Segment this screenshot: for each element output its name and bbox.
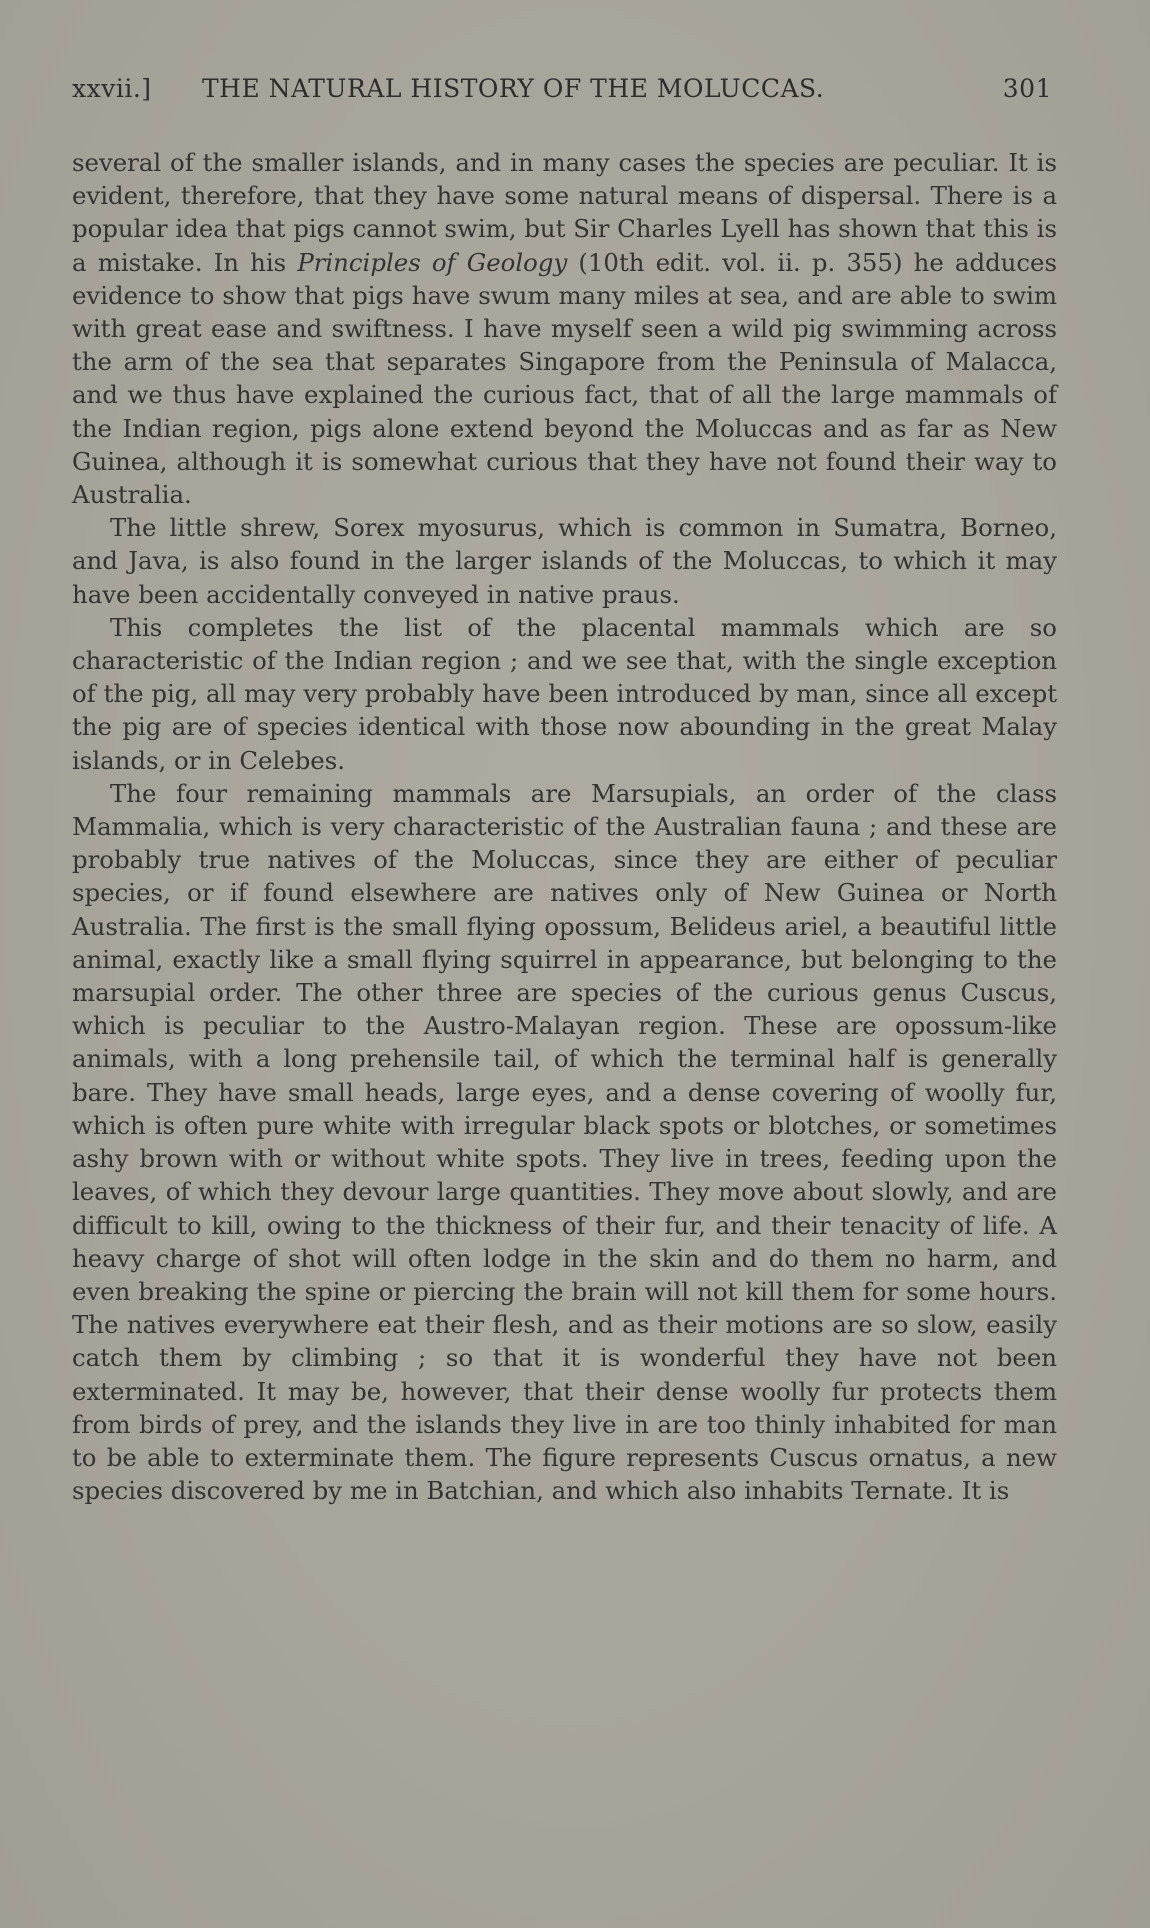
- paragraph-1-text-a: several of the smaller islands, and in many cases the species are peculiar. It is evident, therefore, that they have some natural means of dispersal. There is a popular idea that pigs cannot swim, but Sir Charles Lyell has shown that this is a mistake. In his: [72, 148, 1057, 277]
- paragraph-4: The four remaining mammals are Marsupials, an order of the class Mammalia, which is very characteristic of the Australian fauna ; and these are probably true natives of the Moluccas, since they are either of peculiar species, or if found elsewhere are natives only of New Guinea or North Australia. The first is the small flying opossum, Belideus ariel, a beautiful little animal, exactly like a small flying squirrel in appearance, but belonging to the marsupial order. The other three are species of the curious genus Cuscus, which is peculiar to the Austro-Malayan region. These are opossum-like animals, with a long prehensile tail, of which the terminal half is generally bare. They have small heads, large eyes, and a dense covering of woolly fur, which is often pure white with irregular black spots or blotches, or sometimes ashy brown with or without white spots. They live in trees, feeding upon the leaves, of which they devour large quantities. They move about slowly, and are difficult to kill, owing to the thickness of their fur, and their tenacity of life. A heavy charge of shot will often lodge in the skin and do them no harm, and even breaking the spine or piercing the brain will not kill them for some hours. The natives everywhere eat their flesh, and as their motions are so slow, easily catch them by climbing ; so that it is wonderful they have not been exterminated. It may be, however, that their dense woolly fur protects them from birds of prey, and the islands they live in are too thinly inhabited for man to be able to exterminate them. The figure represents Cuscus ornatus, a new species discovered by me in Batchian, and which also inhabits Ternate. It is: [72, 778, 1057, 1506]
- running-head: [72, 74, 1052, 114]
- running-title: THE NATURAL HISTORY OF THE MOLUCCAS.: [202, 74, 825, 103]
- chapter-marker: xxvii.]: [72, 74, 152, 103]
- paragraph-3: This completes the list of the placental mammals which are so characteristic of the Indian region ; and we see that, with the single exception of the pig, all may very probably have been introduced by man, since all except the pig are of species identical with those now abounding in the great Malay islands, or in Celebes.: [72, 612, 1057, 775]
- page-number: 301: [1002, 74, 1052, 103]
- paragraph-1: [72, 146, 1057, 511]
- paragraph-2: The little shrew, Sorex myosurus, which is common in Sumatra, Borneo, and Java, is also found in the larger islands of the Moluccas, to which it may have been accidentally conveyed in native praus.: [72, 513, 1057, 609]
- paragraph-1-text-b: (10th edit. vol. ii. p. 355) he adduces evidence to show that pigs have swum many miles at sea, and are able to swim with great ease and swiftness. I have myself seen a wild pig swimming across the arm of the sea that separates Singapore from the Peninsula of Malacca, and we thus have explained the curious fact, that of all the large mammals of the Indian region, pigs alone extend beyond the Moluccas and as far as New Guinea, although it is somewhat curious that they have not found their way to Australia.: [72, 247, 1058, 510]
- body-text: [72, 146, 1057, 1507]
- book-title-italic: Principles of Geology: [297, 247, 568, 277]
